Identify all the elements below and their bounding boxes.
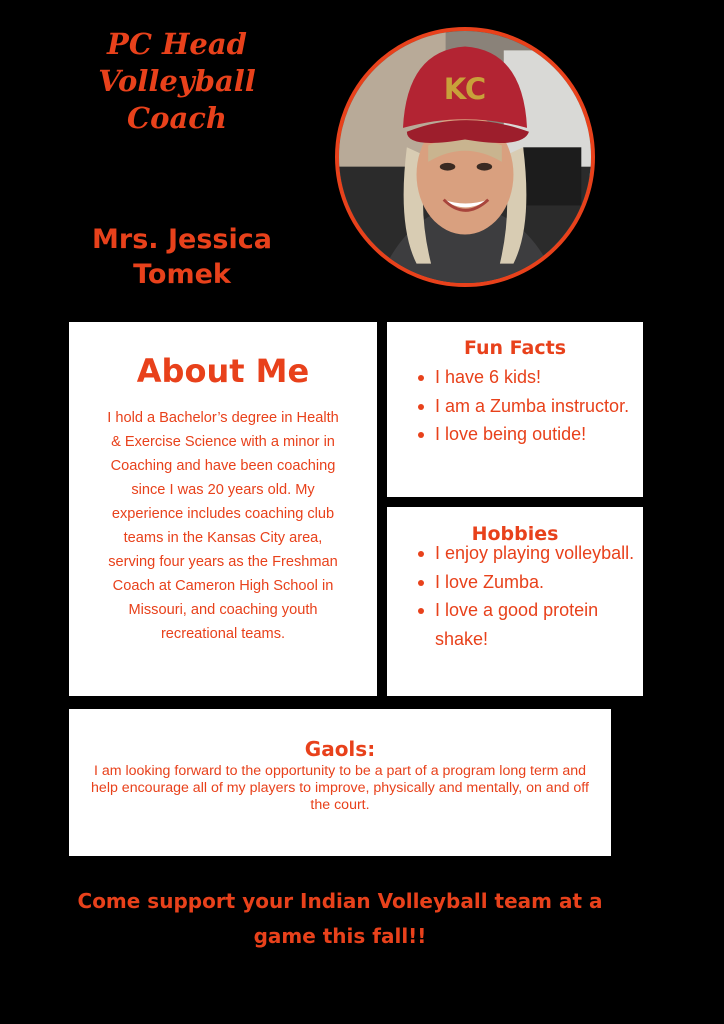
hobbies-heading: Hobbies	[471, 523, 559, 545]
title-line-1: PC Head	[107, 27, 247, 61]
coach-name-line-1: Mrs. Jessica	[92, 224, 272, 255]
about-me-heading: About Me	[136, 352, 310, 390]
list-item: I love a good protein shake!	[415, 596, 637, 653]
coach-name	[72, 222, 292, 292]
fun-facts-heading: Fun Facts	[463, 337, 567, 359]
goals-card	[69, 709, 611, 856]
title-line-2: Volleyball	[98, 63, 256, 98]
about-me-card	[69, 322, 377, 696]
list-item: I enjoy playing volleyball.	[415, 539, 637, 568]
list-item: I have 6 kids!	[415, 363, 637, 392]
fun-facts-card	[387, 322, 643, 497]
cap-logo	[444, 72, 487, 106]
coach-portrait-photo	[335, 27, 595, 287]
hobbies-card	[387, 507, 643, 696]
portrait-illustration	[339, 31, 591, 283]
goals-body: I am looking forward to the opportunity to be a part of a program long term and help encourage all of my players to improve, physically and mentally, on and off the court.	[91, 763, 589, 813]
list-item: I love Zumba.	[415, 568, 637, 597]
list-item: I am a Zumba instructor.	[415, 392, 637, 421]
page-title	[92, 26, 262, 136]
hobbies-list	[415, 539, 637, 653]
svg-text:KC: KC	[443, 71, 487, 106]
goals-heading: Gaols:	[304, 737, 376, 761]
coach-name-line-2: Tomek	[133, 259, 231, 291]
list-item: I love being outide!	[415, 420, 637, 449]
about-me-body: I hold a Bachelor’s degree in Health & Exercise Science with a minor in Coaching and have been coaching since I was 20 years old. My experience includes coaching club teams in the Kansas City area, serving four years as the Freshman Coach at Cameron High School in Missouri, and coaching youth recreational teams.	[107, 410, 339, 642]
fun-facts-list	[415, 363, 637, 449]
footer-call-to-action: Come support your Indian Volleyball team at a game this fall!!	[77, 889, 603, 948]
title-line-3: Coach	[127, 100, 227, 135]
